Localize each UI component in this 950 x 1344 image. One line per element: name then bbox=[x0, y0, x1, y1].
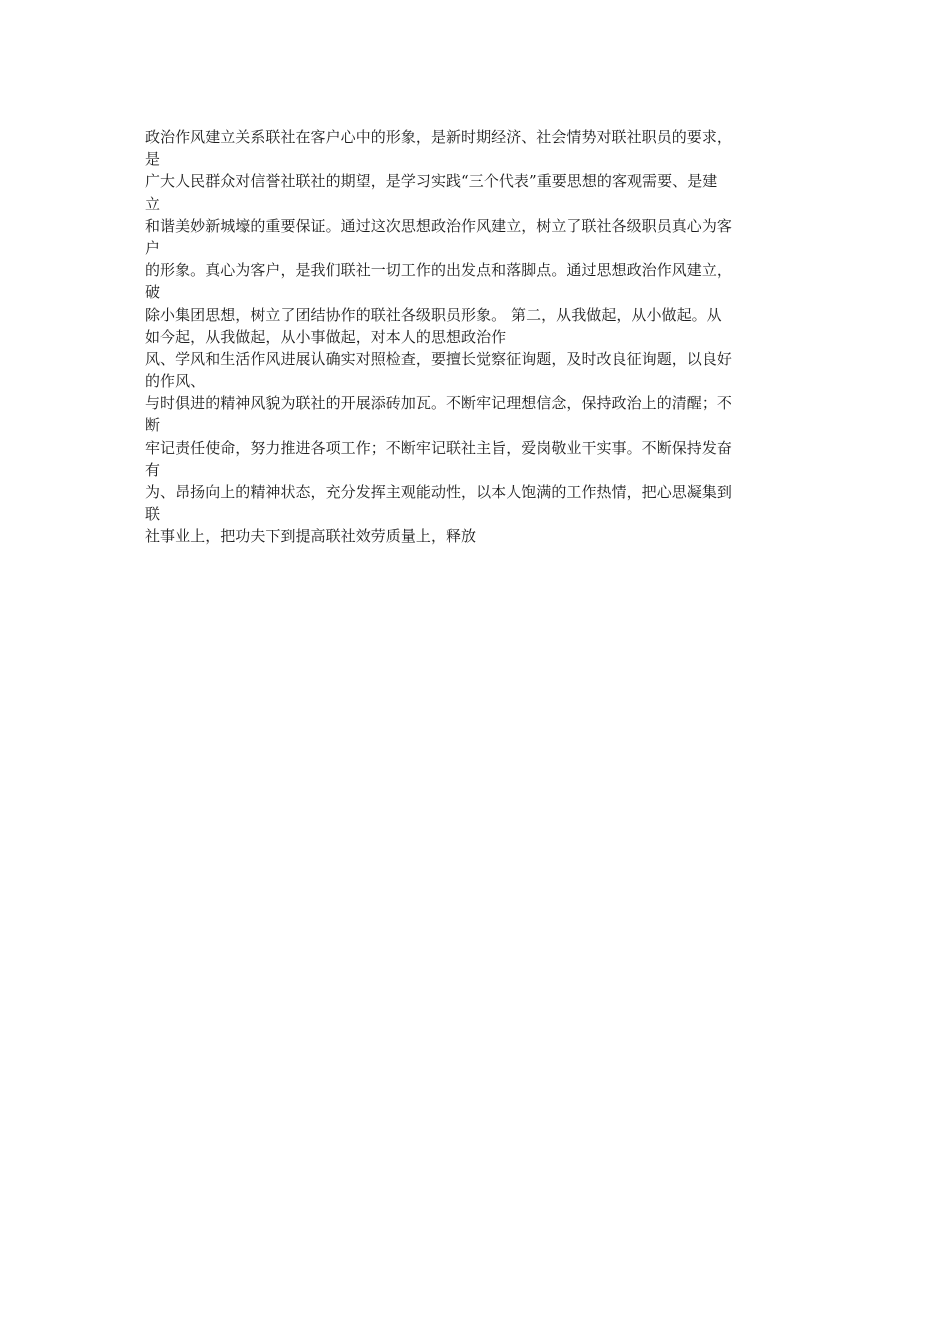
text-line: 除小集团思想，树立了团结协作的联社各级职员形象。 第二，从我做起，从小做起。从 bbox=[145, 305, 722, 324]
text-line: 的形象。真心为客户，是我们联社一切工作的出发点和落脚点。通过思想政治作风建立， bbox=[145, 261, 732, 280]
text-line: 是 bbox=[145, 150, 161, 169]
text-line: 广大人民群众对信誉社联社的期望，是学习实践“三个代表”重要思想的客观需要、是建 bbox=[145, 172, 718, 191]
text-line: 断 bbox=[145, 416, 161, 435]
text-line: 立 bbox=[145, 194, 161, 213]
text-line: 风、学风和生活作风进展认确实对照检查，要擅长觉察征询题，及时改良征询题，以良好 bbox=[145, 349, 732, 368]
text-line: 如今起，从我做起，从小事做起，对本人的思想政治作 bbox=[145, 327, 507, 346]
text-line: 破 bbox=[145, 283, 161, 302]
body-text bbox=[145, 126, 810, 548]
text-line: 为、昂扬向上的精神状态，充分发挥主观能动性，以本人饱满的工作热情，把心思凝集到 bbox=[145, 483, 732, 501]
text-line: 政治作风建立关系联社在客户心中的形象，是新时期经济、社会情势对联社职员的要求， bbox=[145, 128, 732, 146]
text-line: 户 bbox=[145, 238, 161, 257]
text-line: 和谐美妙新城壕的重要保证。通过这次思想政治作风建立，树立了联社各级职员真心为客 bbox=[145, 216, 732, 235]
text-line: 有 bbox=[145, 460, 161, 479]
text-line: 社事业上，把功夫下到提高联社效劳质量上，释放 bbox=[145, 527, 477, 546]
text-line: 与时俱进的精神风貌为联社的开展添砖加瓦。不断牢记理想信念，保持政治上的清醒；不 bbox=[145, 394, 732, 413]
text-line: 的作风、 bbox=[145, 372, 206, 391]
text-line: 牢记责任使命，努力推进各项工作；不断牢记联社主旨，爱岗敬业干实事。不断保持发奋 bbox=[145, 438, 732, 457]
text-line: 联 bbox=[145, 505, 161, 524]
